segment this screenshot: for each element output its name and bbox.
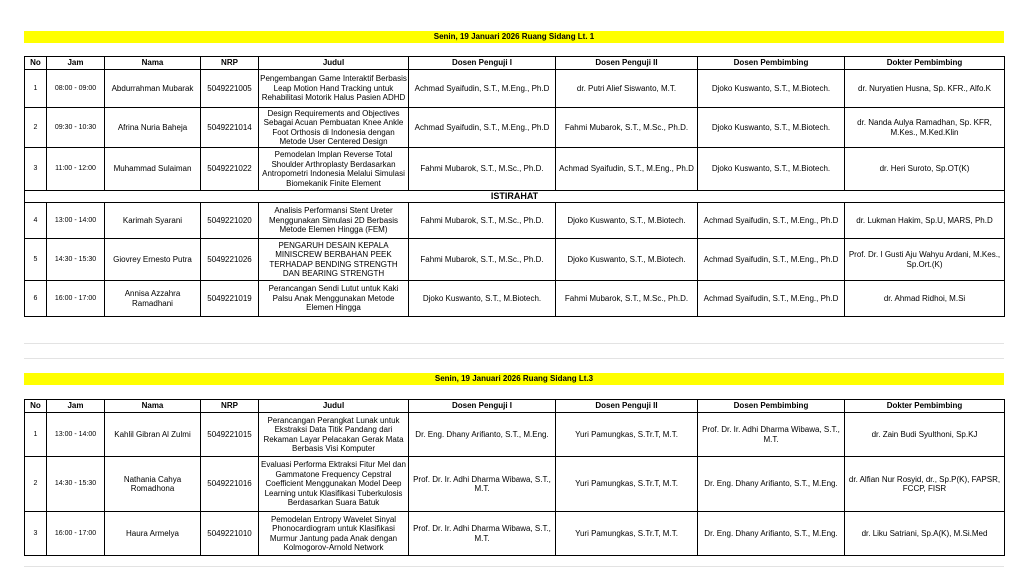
cell-nama: Muhammad Sulaiman (105, 148, 201, 191)
col-jam: Jam (47, 400, 105, 413)
gridline (24, 343, 1004, 344)
cell-nrp: 5049221019 (201, 281, 259, 317)
cell-nrp: 5049221026 (201, 239, 259, 281)
cell-dokter: dr. Ahmad Ridhoi, M.Si (845, 281, 1005, 317)
cell-judul: Design Requirements and Objectives Sebagai Acuan Pembuatan Knee Ankle Foot Orthosis di Indonesia dengan Metode User Centered Design (259, 108, 409, 148)
cell-jam: 14:30 - 15:30 (47, 239, 105, 281)
cell-no: 1 (25, 70, 47, 108)
col-jam: Jam (47, 57, 105, 70)
table-row (25, 203, 1005, 239)
cell-penguji2: Fahmi Mubarok, S.T., M.Sc., Ph.D. (556, 108, 698, 148)
cell-dokter: dr. Nuryatien Husna, Sp. KFR., Alfo.K (845, 70, 1005, 108)
table-row (25, 148, 1005, 191)
cell-nrp: 5049221014 (201, 108, 259, 148)
break-label: ISTIRAHAT (25, 191, 1005, 203)
cell-penguji2: Achmad Syaifudin, S.T., M.Eng., Ph.D (556, 148, 698, 191)
col-penguji2: Dosen Penguji II (556, 400, 698, 413)
cell-penguji1: Achmad Syaifudin, S.T., M.Eng., Ph.D (409, 108, 556, 148)
col-nama: Nama (105, 400, 201, 413)
cell-pembimbing: Achmad Syaifudin, S.T., M.Eng., Ph.D (698, 281, 845, 317)
cell-nama: Nathania Cahya Romadhona (105, 457, 201, 512)
col-nrp: NRP (201, 57, 259, 70)
cell-penguji1: Prof. Dr. Ir. Adhi Dharma Wibawa, S.T., M.T. (409, 512, 556, 556)
cell-nrp: 5049221020 (201, 203, 259, 239)
cell-no: 5 (25, 239, 47, 281)
col-no: No (25, 57, 47, 70)
col-judul: Judul (259, 57, 409, 70)
cell-nrp: 5049221015 (201, 413, 259, 457)
cell-nama: Karimah Syarani (105, 203, 201, 239)
cell-dokter: dr. Liku Satriani, Sp.A(K), M.Si.Med (845, 512, 1005, 556)
cell-jam: 09:30 - 10:30 (47, 108, 105, 148)
cell-jam: 11:00 - 12:00 (47, 148, 105, 191)
table-row (25, 281, 1005, 317)
cell-penguji2: Djoko Kuswanto, S.T., M.Biotech. (556, 239, 698, 281)
cell-penguji1: Prof. Dr. Ir. Adhi Dharma Wibawa, S.T., M.T. (409, 457, 556, 512)
cell-jam: 13:00 - 14:00 (47, 413, 105, 457)
cell-pembimbing: Djoko Kuswanto, S.T., M.Biotech. (698, 148, 845, 191)
cell-penguji2: Djoko Kuswanto, S.T., M.Biotech. (556, 203, 698, 239)
cell-nrp: 5049221016 (201, 457, 259, 512)
cell-penguji1: Fahmi Mubarok, S.T., M.Sc., Ph.D. (409, 239, 556, 281)
cell-no: 2 (25, 108, 47, 148)
col-pembimbing: Dosen Pembimbing (698, 57, 845, 70)
cell-penguji2: Yuri Pamungkas, S.Tr.T, M.T. (556, 413, 698, 457)
table-row (25, 108, 1005, 148)
cell-penguji2: dr. Putri Alief Siswanto, M.T. (556, 70, 698, 108)
cell-dokter: Prof. Dr. I Gusti Aju Wahyu Ardani, M.Kes., Sp.Ort.(K) (845, 239, 1005, 281)
col-no: No (25, 400, 47, 413)
col-dokter: Dokter Pembimbing (845, 400, 1005, 413)
cell-no: 1 (25, 413, 47, 457)
cell-dokter: dr. Lukman Hakim, Sp.U, MARS, Ph.D (845, 203, 1005, 239)
table-row (25, 413, 1005, 457)
session-2-table (24, 399, 1005, 556)
cell-dokter: dr. Heri Suroto, Sp.OT(K) (845, 148, 1005, 191)
col-dokter: Dokter Pembimbing (845, 57, 1005, 70)
break-row (25, 191, 1005, 203)
cell-nama: Annisa Azzahra Ramadhani (105, 281, 201, 317)
cell-judul: PENGARUH DESAIN KEPALA MINISCREW BERBAHAN PEEK TERHADAP BENDING STRENGTH DAN BEARING STRENGTH (259, 239, 409, 281)
cell-nama: Abdurrahman Mubarak (105, 70, 201, 108)
cell-no: 6 (25, 281, 47, 317)
session-1-title: Senin, 19 Januari 2026 Ruang Sidang Lt. 1 (24, 31, 1004, 43)
cell-penguji1: Fahmi Mubarok, S.T., M.Sc., Ph.D. (409, 203, 556, 239)
cell-nama: Afrina Nuria Baheja (105, 108, 201, 148)
cell-penguji1: Djoko Kuswanto, S.T., M.Biotech. (409, 281, 556, 317)
col-penguji2: Dosen Penguji II (556, 57, 698, 70)
gridline (24, 358, 1004, 359)
cell-judul: Pemodelan Entropy Wavelet Sinyal Phonocardiogram untuk Klasifikasi Murmur Jantung pada Anak dengan Kolmogorov-Arnold Network (259, 512, 409, 556)
cell-nama: Giovrey Ernesto Putra (105, 239, 201, 281)
gridline (24, 566, 1004, 567)
table-row (25, 239, 1005, 281)
cell-dokter: dr. Zain Budi Syulthoni, Sp.KJ (845, 413, 1005, 457)
session-1-table (24, 56, 1005, 317)
cell-judul: Pemodelan Implan Reverse Total Shoulder Arthroplasty Berdasarkan Antropometri Indonesia Melalui Simulasi Biomekanik Finite Element (259, 148, 409, 191)
cell-jam: 13:00 - 14:00 (47, 203, 105, 239)
cell-judul: Perancangan Sendi Lutut untuk Kaki Palsu Anak Menggunakan Metode Elemen Hingga (259, 281, 409, 317)
header-row (25, 57, 1005, 70)
cell-penguji1: Fahmi Mubarok, S.T., M.Sc., Ph.D. (409, 148, 556, 191)
cell-pembimbing: Dr. Eng. Dhany Arifianto, S.T., M.Eng. (698, 512, 845, 556)
cell-nama: Haura Armelya (105, 512, 201, 556)
cell-dokter: dr. Alfian Nur Rosyid, dr., Sp.P(K), FAPSR, FCCP, FISR (845, 457, 1005, 512)
col-judul: Judul (259, 400, 409, 413)
cell-judul: Analisis Performansi Stent Ureter Menggunakan Simulasi 2D Berbasis Metode Elemen Hingga (FEM) (259, 203, 409, 239)
cell-penguji2: Fahmi Mubarok, S.T., M.Sc., Ph.D. (556, 281, 698, 317)
table-row (25, 457, 1005, 512)
cell-nrp: 5049221022 (201, 148, 259, 191)
cell-pembimbing: Djoko Kuswanto, S.T., M.Biotech. (698, 108, 845, 148)
cell-nrp: 5049221010 (201, 512, 259, 556)
cell-judul: Pengembangan Game Interaktif Berbasis Leap Motion Hand Tracking untuk Rehabilitasi Motorik Halus Pasien ADHD (259, 70, 409, 108)
table-row (25, 70, 1005, 108)
cell-pembimbing: Achmad Syaifudin, S.T., M.Eng., Ph.D (698, 239, 845, 281)
col-penguji1: Dosen Penguji I (409, 57, 556, 70)
session-2-title: Senin, 19 Januari 2026 Ruang Sidang Lt.3 (24, 373, 1004, 385)
cell-penguji1: Achmad Syaifudin, S.T., M.Eng., Ph.D (409, 70, 556, 108)
cell-judul: Evaluasi Performa Ektraksi Fitur Mel dan Gammatone Frequency Cepstral Coefficient Menggunakan Model Deep Learning untuk Klasifikasi Tuberkulosis Berdasarkan Suara Batuk (259, 457, 409, 512)
cell-jam: 16:00 - 17:00 (47, 281, 105, 317)
cell-no: 2 (25, 457, 47, 512)
col-penguji1: Dosen Penguji I (409, 400, 556, 413)
cell-pembimbing: Achmad Syaifudin, S.T., M.Eng., Ph.D (698, 203, 845, 239)
cell-pembimbing: Djoko Kuswanto, S.T., M.Biotech. (698, 70, 845, 108)
cell-no: 4 (25, 203, 47, 239)
cell-penguji2: Yuri Pamungkas, S.Tr.T, M.T. (556, 512, 698, 556)
cell-jam: 08:00 - 09:00 (47, 70, 105, 108)
cell-nama: Kahlil Gibran Al Zulmi (105, 413, 201, 457)
cell-jam: 16:00 - 17:00 (47, 512, 105, 556)
col-nama: Nama (105, 57, 201, 70)
cell-jam: 14:30 - 15:30 (47, 457, 105, 512)
table-row (25, 512, 1005, 556)
col-nrp: NRP (201, 400, 259, 413)
cell-penguji1: Dr. Eng. Dhany Arifianto, S.T., M.Eng. (409, 413, 556, 457)
cell-pembimbing: Dr. Eng. Dhany Arifianto, S.T., M.Eng. (698, 457, 845, 512)
cell-no: 3 (25, 148, 47, 191)
cell-dokter: dr. Nanda Aulya Ramadhan, Sp. KFR, M.Kes., M.Ked.Klin (845, 108, 1005, 148)
col-pembimbing: Dosen Pembimbing (698, 400, 845, 413)
cell-nrp: 5049221005 (201, 70, 259, 108)
cell-no: 3 (25, 512, 47, 556)
cell-judul: Perancangan Perangkat Lunak untuk Ekstraksi Data Titik Pandang dari Rekaman Layar Pelacakan Gerak Mata Berbasis Visi Komputer (259, 413, 409, 457)
cell-pembimbing: Prof. Dr. Ir. Adhi Dharma Wibawa, S.T., M.T. (698, 413, 845, 457)
header-row (25, 400, 1005, 413)
cell-penguji2: Yuri Pamungkas, S.Tr.T, M.T. (556, 457, 698, 512)
